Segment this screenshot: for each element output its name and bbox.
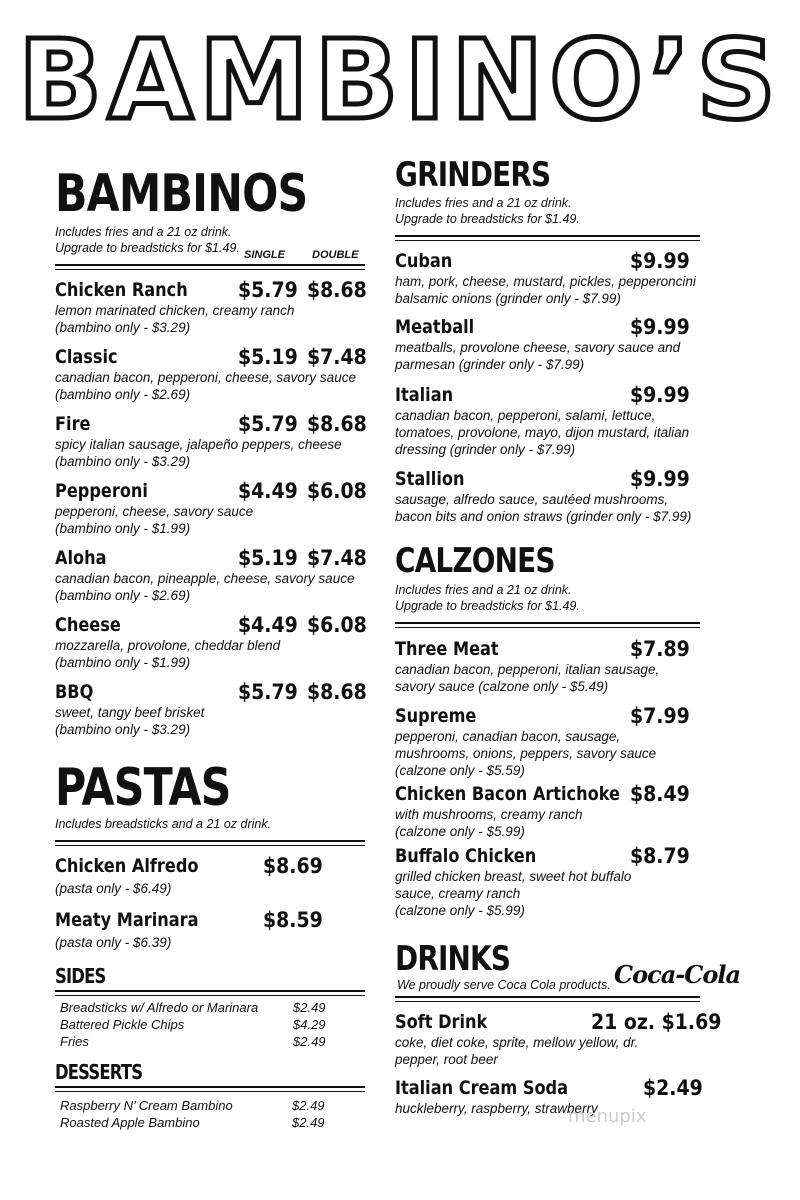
item-description: sauce, creamy ranch xyxy=(395,886,521,901)
menu-item xyxy=(395,383,705,467)
price-double: $6.08 xyxy=(307,613,367,637)
item-price-note: (pasta only - $6.49) xyxy=(55,881,172,896)
item-price: $8.69 xyxy=(263,854,323,878)
item-description: pepperoni, cheese, savory sauce xyxy=(55,504,254,519)
item-description: parmesan (grinder only - $7.99) xyxy=(395,357,585,372)
menu-item xyxy=(395,315,705,383)
list-item xyxy=(60,1033,360,1050)
size-double-header: DOUBLE xyxy=(312,249,359,261)
drinks-note: We proudly serve Coca Cola products. xyxy=(397,978,611,992)
grinders-section xyxy=(395,156,705,227)
item-price: $2.49 xyxy=(293,1000,326,1015)
item-price-note: (bambino only - $1.99) xyxy=(55,655,191,670)
item-name: Meatball xyxy=(395,316,475,338)
item-price: $2.49 xyxy=(643,1076,703,1100)
divider-rule xyxy=(55,990,365,996)
item-name: Pepperoni xyxy=(55,480,148,502)
divider-rule xyxy=(55,840,365,846)
menu-item xyxy=(395,782,705,844)
bambinos-heading: BAMBINOS xyxy=(55,164,308,224)
item-name: Chicken Bacon Artichoke xyxy=(395,783,620,805)
bambinos-section xyxy=(55,166,365,256)
price-double: $8.68 xyxy=(307,412,367,436)
calzones-section xyxy=(395,542,705,614)
menu-item xyxy=(395,637,705,704)
item-price-note: (bambino only - $3.29) xyxy=(55,454,191,469)
grinders-heading: GRINDERS xyxy=(395,155,551,195)
item-price: $9.99 xyxy=(630,249,690,273)
item-description: with mushrooms, creamy ranch xyxy=(395,807,583,822)
item-description: pepper, root beer xyxy=(395,1052,498,1067)
sides-list xyxy=(60,999,360,1050)
item-name: Classic xyxy=(55,346,118,368)
price-double: $8.68 xyxy=(307,680,367,704)
divider-rule xyxy=(395,622,700,628)
item-price: $7.89 xyxy=(630,637,690,661)
item-price-note: (bambino only - $3.29) xyxy=(55,722,191,737)
item-price: $4.29 xyxy=(293,1017,326,1032)
menu-item xyxy=(395,467,705,537)
list-item xyxy=(60,1097,360,1114)
pastas-heading: PASTAS xyxy=(55,758,231,818)
item-price-note: (pasta only - $6.39) xyxy=(55,935,172,950)
item-name: Fire xyxy=(55,413,91,435)
item-price-note: (bambino only - $3.29) xyxy=(55,320,191,335)
item-name: Aloha xyxy=(55,547,107,569)
divider-rule xyxy=(55,264,365,270)
item-description: (calzone only - $5.99) xyxy=(395,903,525,918)
restaurant-title: BAMBINO’S xyxy=(18,16,782,144)
item-price-note: (bambino only - $2.69) xyxy=(55,588,191,603)
drinks-list xyxy=(395,1010,722,1142)
item-name: Battered Pickle Chips xyxy=(60,1017,185,1032)
item-description: huckleberry, raspberry, strawberry xyxy=(395,1101,598,1116)
menu-item xyxy=(55,680,365,747)
list-item xyxy=(60,1016,360,1033)
item-name: Three Meat xyxy=(395,638,499,660)
item-description: (calzone only - $5.99) xyxy=(395,824,525,839)
item-description: tomatoes, provolone, mayo, dijon mustard, italian xyxy=(395,425,690,440)
item-description: spicy italian sausage, jalapeño peppers, cheese xyxy=(55,437,342,452)
price-single: $4.49 xyxy=(238,613,298,637)
item-name: Raspberry N’ Cream Bambino xyxy=(60,1098,233,1113)
item-name: Chicken Alfredo xyxy=(55,855,199,877)
menu-item xyxy=(55,908,365,962)
item-name: Fries xyxy=(60,1034,89,1049)
drinks-heading: DRINKS xyxy=(395,939,511,979)
desserts-section xyxy=(55,1060,365,1084)
item-description: grilled chicken breast, sweet hot buffalo xyxy=(395,869,632,884)
item-name: Supreme xyxy=(395,705,477,727)
menu-item xyxy=(395,1076,705,1142)
item-description: canadian bacon, pepperoni, italian sausage, xyxy=(395,662,660,677)
price-single: $5.79 xyxy=(238,278,298,302)
list-item xyxy=(60,999,360,1016)
item-price: $9.99 xyxy=(630,315,690,339)
menu-item xyxy=(395,249,705,315)
menu-item xyxy=(55,613,365,680)
divider-rule xyxy=(395,996,700,1002)
price-double: $8.68 xyxy=(307,278,367,302)
item-name: Roasted Apple Bambino xyxy=(60,1115,200,1130)
item-name: BBQ xyxy=(55,681,94,703)
item-name: Chicken Ranch xyxy=(55,279,188,301)
item-name: Soft Drink xyxy=(395,1011,488,1033)
item-description: canadian bacon, pepperoni, salami, lettuce, xyxy=(395,408,656,423)
divider-rule xyxy=(395,235,700,241)
item-price: $2.49 xyxy=(292,1098,325,1113)
calzones-note-2: Upgrade to breadsticks for $1.49. xyxy=(395,599,580,613)
calzones-note-1: Includes fries and a 21 oz drink. xyxy=(395,583,572,597)
item-name: Stallion xyxy=(395,468,465,490)
watermark: menupix xyxy=(568,1106,647,1127)
item-price: $7.99 xyxy=(630,704,690,728)
grinders-list xyxy=(395,249,705,537)
list-item xyxy=(60,1114,360,1131)
item-description: dressing (grinder only - $7.99) xyxy=(395,442,576,457)
bambinos-note-2: Upgrade to breadsticks for $1.49. xyxy=(55,241,240,255)
calzones-heading: CALZONES xyxy=(395,541,555,581)
item-description: pepperoni, canadian bacon, sausage, xyxy=(395,729,621,744)
divider-rule xyxy=(55,1086,365,1092)
item-description: meatballs, provolone cheese, savory sauce and xyxy=(395,340,681,355)
item-description: sweet, tangy beef brisket xyxy=(55,705,205,720)
grinders-note-1: Includes fries and a 21 oz drink. xyxy=(395,196,572,210)
item-price: $9.99 xyxy=(630,383,690,407)
pastas-section xyxy=(55,760,365,832)
desserts-list xyxy=(60,1097,360,1131)
menu-item xyxy=(55,546,365,613)
item-price: $8.49 xyxy=(630,782,690,806)
bambinos-note-1: Includes fries and a 21 oz drink. xyxy=(55,225,232,239)
size-single-header: SINGLE xyxy=(244,249,285,261)
item-price: $8.59 xyxy=(263,908,323,932)
item-description: savory sauce (calzone only - $5.49) xyxy=(395,679,609,694)
item-name: Breadsticks w/ Alfredo or Marinara xyxy=(60,1000,259,1015)
coca-cola-logo: Coca-Cola xyxy=(614,960,741,989)
sides-heading: SIDES xyxy=(55,964,106,988)
menu-item xyxy=(55,479,365,546)
item-price: $2.49 xyxy=(293,1034,326,1049)
calzones-list xyxy=(395,637,705,924)
price-double: $7.48 xyxy=(307,546,367,570)
item-description: canadian bacon, pineapple, cheese, savory sauce xyxy=(55,571,355,586)
item-name: Cheese xyxy=(55,614,121,636)
price-single: $4.49 xyxy=(238,479,298,503)
menu-item xyxy=(395,1010,722,1076)
pastas-note: Includes breadsticks and a 21 oz drink. xyxy=(55,817,272,831)
item-description: canadian bacon, pepperoni, cheese, savory sauce xyxy=(55,370,356,385)
item-price-note: (bambino only - $1.99) xyxy=(55,521,191,536)
grinders-note-2: Upgrade to breadsticks for $1.49. xyxy=(395,212,580,226)
price-double: $6.08 xyxy=(307,479,367,503)
item-name: Italian xyxy=(395,384,454,406)
item-description: sausage, alfredo sauce, sautéed mushrooms, xyxy=(395,492,669,507)
menu-item xyxy=(395,704,705,782)
item-price: $8.79 xyxy=(630,844,690,868)
price-single: $5.19 xyxy=(238,546,298,570)
item-price: $9.99 xyxy=(630,467,690,491)
pastas-list xyxy=(55,854,365,962)
menu-item xyxy=(55,412,365,479)
item-description: bacon bits and onion straws (grinder only - $7.99) xyxy=(395,509,692,524)
menu-item xyxy=(55,854,365,908)
item-price: 21 oz. $1.69 xyxy=(591,1010,722,1034)
item-description: mozzarella, provolone, cheddar blend xyxy=(55,638,281,653)
item-description: coke, diet coke, sprite, mellow yellow, dr. xyxy=(395,1035,639,1050)
bambinos-list xyxy=(55,278,365,747)
item-name: Italian Cream Soda xyxy=(395,1077,569,1099)
price-single: $5.19 xyxy=(238,345,298,369)
item-price-note: (bambino only - $2.69) xyxy=(55,387,191,402)
sides-section xyxy=(55,964,365,988)
item-description: balsamic onions (grinder only - $7.99) xyxy=(395,291,621,306)
item-name: Meaty Marinara xyxy=(55,909,199,931)
item-name: Buffalo Chicken xyxy=(395,845,537,867)
item-description: lemon marinated chicken, creamy ranch xyxy=(55,303,295,318)
item-price: $2.49 xyxy=(292,1115,325,1130)
item-description: mushrooms, onions, peppers, savory sauce xyxy=(395,746,657,761)
desserts-heading: DESSERTS xyxy=(55,1060,143,1084)
price-double: $7.48 xyxy=(307,345,367,369)
price-single: $5.79 xyxy=(238,412,298,436)
menu-item xyxy=(55,278,365,345)
price-single: $5.79 xyxy=(238,680,298,704)
menu-item xyxy=(55,345,365,412)
item-name: Cuban xyxy=(395,250,453,272)
menu-item xyxy=(395,844,705,924)
item-description: ham, pork, cheese, mustard, pickles, pepperoncini xyxy=(395,274,696,289)
item-description: (calzone only - $5.59) xyxy=(395,763,525,778)
